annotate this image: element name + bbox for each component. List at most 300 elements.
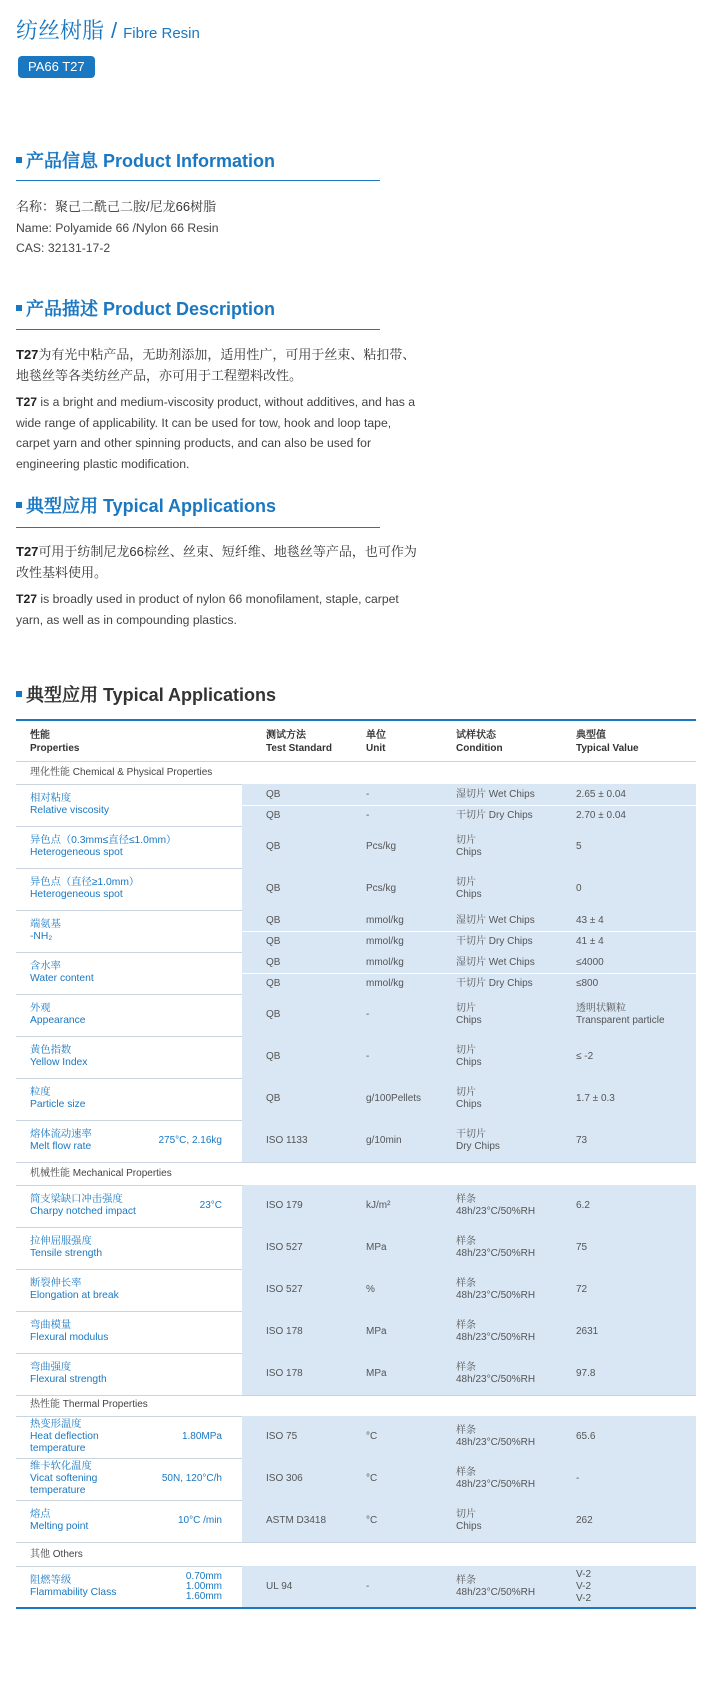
page-title-cn: 纺丝树脂 xyxy=(16,18,105,43)
value-subrow xyxy=(242,1078,696,1120)
typical-value-line: 72 xyxy=(576,1284,588,1295)
property-test-condition xyxy=(186,1572,222,1602)
sample-condition xyxy=(456,1194,535,1218)
unit xyxy=(366,915,404,927)
typical-value xyxy=(576,841,582,853)
property-name xyxy=(30,1129,92,1153)
test-standard-line: ISO 75 xyxy=(266,1431,298,1442)
test-standard xyxy=(266,957,280,969)
sample-condition-line: 样条 xyxy=(456,1320,476,1331)
typical-value-line: V-2 xyxy=(576,1580,592,1592)
property-name xyxy=(30,1087,86,1111)
property-name-cn: 端氨基 xyxy=(30,919,61,930)
unit-line: - xyxy=(366,809,370,821)
sample-condition-line: Chips xyxy=(456,1057,482,1068)
table-header xyxy=(16,721,696,762)
value-subrow xyxy=(242,784,696,805)
unit xyxy=(366,1368,387,1380)
unit-line: mmol/kg xyxy=(366,977,404,989)
property-name-cn: 拉伸屈服强度 xyxy=(30,1236,92,1247)
test-standard-line: ISO 527 xyxy=(266,1242,303,1253)
unit-line: °C xyxy=(366,1431,378,1442)
property-name-cn: 弯曲模量 xyxy=(30,1320,72,1331)
property-name-cn: 断裂伸长率 xyxy=(30,1278,82,1289)
name-en: Name: Polyamide 66 /Nylon 66 Resin xyxy=(16,221,219,235)
typical-value xyxy=(576,936,604,948)
test-standard xyxy=(266,1368,303,1380)
test-condition-line: 10°C /min xyxy=(177,1515,222,1526)
property-name-cn: 热变形温度 xyxy=(30,1419,82,1430)
sample-condition xyxy=(456,978,533,990)
table-row xyxy=(16,1227,696,1270)
test-standard xyxy=(266,1431,297,1443)
property-name xyxy=(30,1320,108,1344)
table-row xyxy=(16,1185,696,1228)
value-subrow xyxy=(242,994,696,1036)
table-row xyxy=(16,1353,696,1396)
typical-value-line: 73 xyxy=(576,1135,588,1146)
unit xyxy=(366,810,369,822)
unit xyxy=(366,1581,369,1593)
test-standard-line: QB xyxy=(266,788,281,800)
value-subrow xyxy=(242,1416,696,1458)
typical-value-line: 97.8 xyxy=(576,1368,596,1379)
table-group-heading xyxy=(16,1544,696,1567)
sample-condition xyxy=(456,1278,535,1302)
unit-line: MPa xyxy=(366,1368,387,1379)
typical-value xyxy=(576,1284,587,1296)
value-subrow xyxy=(242,826,696,868)
sample-condition-line: 样条 xyxy=(456,1467,476,1478)
typical-value xyxy=(576,1473,579,1485)
unit-line: mmol/kg xyxy=(366,956,404,968)
unit-line: - xyxy=(366,1580,370,1592)
test-standard-line: QB xyxy=(266,914,281,926)
table-row xyxy=(16,1036,696,1079)
sample-condition xyxy=(456,1362,535,1386)
value-subrow xyxy=(242,931,696,952)
section-title-text: 产品描述 Product Description xyxy=(26,299,276,319)
section-title-info xyxy=(16,147,275,173)
property-name-en: Melt flow rate xyxy=(30,1141,92,1152)
section-bullet-icon xyxy=(16,157,22,163)
property-name-en: Flammability Class xyxy=(30,1586,117,1598)
sample-condition-line: 湿切片 Wet Chips xyxy=(456,788,535,800)
table-group-heading xyxy=(16,1163,696,1186)
value-subrow xyxy=(242,1353,696,1395)
test-standard-line: ISO 1133 xyxy=(266,1135,308,1146)
sample-condition xyxy=(456,1575,535,1599)
section-bullet-icon xyxy=(16,305,22,311)
product-code: T27 xyxy=(16,395,38,409)
table-group-heading xyxy=(16,762,696,785)
property-name-cn: 维卡软化温度 xyxy=(30,1461,92,1472)
property-name-cn: 相对粘度 xyxy=(30,793,72,804)
sample-condition-line: 48h/23°C/50%RH xyxy=(456,1437,536,1448)
title-separator: / xyxy=(111,18,118,43)
test-condition-line: 1.60mm xyxy=(185,1590,222,1602)
property-name-en: Heterogeneous spot xyxy=(30,889,123,900)
value-subrow xyxy=(242,1269,696,1311)
section-divider xyxy=(16,329,380,330)
unit xyxy=(366,1009,369,1021)
test-standard xyxy=(266,978,280,990)
table-row xyxy=(16,784,696,827)
property-name xyxy=(30,1003,86,1027)
test-condition-line: 1.80MPa xyxy=(181,1431,222,1442)
property-name-en: Tensile strength xyxy=(30,1248,103,1259)
table-row xyxy=(16,1120,696,1163)
header-test-standard: 测试方法 Test Standard xyxy=(266,730,332,754)
property-name-cn: 熔点 xyxy=(30,1509,51,1520)
typical-value-line: 6.2 xyxy=(576,1200,590,1211)
property-name-cn: 简支梁缺口冲击强度 xyxy=(30,1194,123,1205)
property-name-en: temperature xyxy=(30,1485,86,1496)
table-row xyxy=(16,1269,696,1312)
unit xyxy=(366,1200,390,1212)
sample-condition-line: 48h/23°C/50%RH xyxy=(456,1374,536,1385)
unit-line: - xyxy=(366,1051,370,1062)
header-properties: 性能 Properties xyxy=(30,730,80,754)
property-test-condition xyxy=(162,1474,222,1484)
typical-value-line: ≤4000 xyxy=(576,956,604,968)
typical-value-line: 5 xyxy=(576,841,582,852)
sample-condition xyxy=(456,1467,535,1491)
value-subrow xyxy=(242,805,696,826)
property-name xyxy=(30,1236,102,1260)
unit-line: mmol/kg xyxy=(366,935,404,947)
unit xyxy=(366,1515,377,1527)
sample-condition xyxy=(456,1003,482,1027)
test-standard xyxy=(266,1515,326,1527)
test-standard xyxy=(266,936,280,948)
value-subrow xyxy=(242,910,696,931)
unit xyxy=(366,936,404,948)
property-name-en: Heat deflection xyxy=(30,1431,99,1442)
property-test-condition xyxy=(159,1136,223,1146)
test-standard-line: QB xyxy=(266,1009,281,1020)
test-standard-line: UL 94 xyxy=(266,1580,293,1592)
sample-condition-line: Chips xyxy=(456,847,482,858)
test-standard-line: ISO 527 xyxy=(266,1284,303,1295)
test-standard xyxy=(266,810,280,822)
page-title-en: Fibre Resin xyxy=(123,25,200,42)
property-name xyxy=(30,793,109,817)
applications-en-text: is broadly used in product of nylon 66 monofilament, staple, carpet yarn, as well as in compounding plastics. xyxy=(16,592,399,627)
value-subrow xyxy=(242,1185,696,1227)
table-row xyxy=(16,1458,696,1501)
header-typical-value: 典型值 Typical Value xyxy=(576,730,639,754)
table-row xyxy=(16,1311,696,1354)
typical-value xyxy=(576,915,604,927)
unit-line: mmol/kg xyxy=(366,914,404,926)
typical-value xyxy=(576,978,598,990)
unit-line: °C xyxy=(366,1515,378,1526)
sample-condition-line: Chips xyxy=(456,889,482,900)
value-subrow xyxy=(242,1311,696,1353)
property-name-en: -NH₂ xyxy=(30,931,53,942)
unit-line: Pcs/kg xyxy=(366,841,397,852)
sample-condition xyxy=(456,915,535,927)
sample-condition-line: 切片 xyxy=(456,877,476,888)
applications-cn xyxy=(16,541,426,583)
typical-value-line: 41 ± 4 xyxy=(576,935,604,947)
subrow-divider xyxy=(242,805,696,806)
section-divider xyxy=(16,180,380,181)
property-test-condition xyxy=(200,1201,222,1211)
sample-condition-line: 样条 xyxy=(456,1425,476,1436)
typical-value-line: 75 xyxy=(576,1242,588,1253)
property-name xyxy=(30,919,61,943)
sample-condition-line: 样条 xyxy=(456,1194,476,1205)
value-subrow xyxy=(242,868,696,910)
group-label: 理化性能 Chemical & Physical Properties xyxy=(30,767,213,778)
test-standard xyxy=(266,915,280,927)
unit xyxy=(366,883,396,895)
group-label: 其他 Others xyxy=(30,1549,83,1560)
sample-condition-line: 48h/23°C/50%RH xyxy=(456,1248,536,1259)
unit xyxy=(366,1093,421,1105)
sample-condition-line: 样条 xyxy=(456,1278,476,1289)
test-standard xyxy=(266,1009,280,1021)
sample-condition xyxy=(456,1045,482,1069)
typical-value xyxy=(576,1200,590,1212)
applications-en xyxy=(16,589,426,630)
typical-value-line: ≤ -2 xyxy=(576,1051,594,1062)
unit xyxy=(366,1473,377,1485)
property-name-cn: 外观 xyxy=(30,1003,51,1014)
property-name-cn: 黄色指数 xyxy=(30,1045,72,1056)
test-standard-line: QB xyxy=(266,977,281,989)
header-unit: 单位 Unit xyxy=(366,730,386,754)
sample-condition xyxy=(456,1087,482,1111)
sample-condition-line: 样条 xyxy=(456,1574,476,1586)
name-cn: 名称：聚己二酰己二胺/尼龙66树脂 xyxy=(16,199,217,214)
page-header xyxy=(16,14,200,50)
sample-condition-line: 湿切片 Wet Chips xyxy=(456,956,535,968)
table-row xyxy=(16,1566,696,1608)
property-name-en: Yellow Index xyxy=(30,1057,88,1068)
sample-condition-line: 样条 xyxy=(456,1362,476,1373)
unit-line: °C xyxy=(366,1473,378,1484)
section-title-applications xyxy=(16,492,276,518)
description-en-text: is a bright and medium-viscosity product, without additives, and has a wide range of applicability. It can be used for tow, hook and loop tape, carpet yarn and other spinning products, and can also be used for engineering plastic modification. xyxy=(16,395,416,471)
sample-condition xyxy=(456,1425,535,1449)
property-name-en: Particle size xyxy=(30,1099,86,1110)
unit-line: g/100Pellets xyxy=(366,1093,422,1104)
property-name-en: Heterogeneous spot xyxy=(30,847,123,858)
sample-condition xyxy=(456,789,535,801)
typical-value xyxy=(576,1242,587,1254)
unit xyxy=(366,1431,377,1443)
sample-condition xyxy=(456,835,482,859)
typical-value-line: 0 xyxy=(576,883,582,894)
unit-line: MPa xyxy=(366,1326,387,1337)
sample-condition xyxy=(456,1236,535,1260)
table-bottom-rule xyxy=(16,1607,696,1609)
applications-cn-text: 可用于纺制尼龙66棕丝、丝束、短纤维、地毯丝等产品，也可作为改性基料使用。 xyxy=(16,544,417,580)
typical-value-line: 2631 xyxy=(576,1326,599,1337)
property-name-cn: 异色点（0.3mm≤直径≤1.0mm） xyxy=(30,835,177,846)
value-subrow xyxy=(242,1120,696,1162)
sample-condition xyxy=(456,877,482,901)
sample-condition xyxy=(456,957,535,969)
sample-condition-line: 48h/23°C/50%RH xyxy=(456,1332,536,1343)
group-label: 机械性能 Mechanical Properties xyxy=(30,1168,172,1179)
table-row xyxy=(16,1416,696,1459)
property-name-en: Vicat softening xyxy=(30,1473,98,1484)
typical-value xyxy=(576,883,582,895)
unit-line: Pcs/kg xyxy=(366,883,397,894)
product-code: T27 xyxy=(16,544,39,559)
header-condition: 试样状态 Condition xyxy=(456,730,503,754)
sample-condition-line: 干切片 Dry Chips xyxy=(456,977,533,989)
test-standard xyxy=(266,1051,280,1063)
section-title-description xyxy=(16,295,275,321)
typical-value-line: ≤800 xyxy=(576,977,599,989)
test-standard xyxy=(266,1200,303,1212)
sample-condition-line: 48h/23°C/50%RH xyxy=(456,1479,536,1490)
property-name-en: Flexural strength xyxy=(30,1374,107,1385)
sample-condition-line: Dry Chips xyxy=(456,1141,500,1152)
test-standard-line: ISO 178 xyxy=(266,1368,303,1379)
sample-condition-line: 48h/23°C/50%RH xyxy=(456,1586,536,1598)
test-condition-line: 50N, 120°C/h xyxy=(161,1473,222,1484)
unit xyxy=(366,957,404,969)
typical-value xyxy=(576,1051,593,1063)
typical-value-line: 1.7 ± 0.3 xyxy=(576,1093,615,1104)
sample-condition-line: 切片 xyxy=(456,1087,476,1098)
property-name-cn: 熔体流动速率 xyxy=(30,1129,92,1140)
value-subrow xyxy=(242,1458,696,1500)
value-subrow xyxy=(242,973,696,994)
section-bullet-icon xyxy=(16,502,22,508)
typical-value-line: 43 ± 4 xyxy=(576,914,604,926)
unit xyxy=(366,1242,387,1254)
typical-value-line: 262 xyxy=(576,1515,593,1526)
sample-condition-line: 切片 xyxy=(456,1003,476,1014)
test-standard xyxy=(266,1093,280,1105)
test-standard xyxy=(266,1242,303,1254)
product-code: T27 xyxy=(16,592,38,606)
property-name xyxy=(30,835,176,859)
table-group-heading xyxy=(16,1394,696,1417)
test-standard xyxy=(266,789,280,801)
test-standard xyxy=(266,1581,292,1593)
description-cn xyxy=(16,344,426,386)
property-name-cn: 阻燃等级 xyxy=(30,1574,72,1586)
typical-value xyxy=(576,1003,665,1027)
unit-line: - xyxy=(366,788,370,800)
property-test-condition xyxy=(182,1432,222,1442)
value-subrow xyxy=(242,1500,696,1542)
table-row xyxy=(16,994,696,1037)
sample-condition xyxy=(456,1509,482,1533)
typical-value-line: V-2 xyxy=(576,1592,592,1604)
subrow-divider xyxy=(242,931,696,932)
typical-value-line: 2.65 ± 0.04 xyxy=(576,788,626,800)
property-name-cn: 含水率 xyxy=(30,961,61,972)
typical-value xyxy=(576,1326,598,1338)
value-subrow xyxy=(242,952,696,973)
value-subrow xyxy=(242,1566,696,1607)
test-standard xyxy=(266,1326,303,1338)
property-test-condition xyxy=(178,1516,222,1526)
property-name-cn: 弯曲强度 xyxy=(30,1362,72,1373)
table-row xyxy=(16,826,696,869)
unit-line: kJ/m² xyxy=(366,1200,391,1211)
unit xyxy=(366,789,369,801)
section-divider xyxy=(16,527,380,528)
unit xyxy=(366,1326,387,1338)
property-name-en: Melting point xyxy=(30,1521,89,1532)
test-standard-line: QB xyxy=(266,841,281,852)
value-subrow xyxy=(242,1227,696,1269)
unit xyxy=(366,841,396,853)
unit-line: - xyxy=(366,1009,370,1020)
sample-condition-line: 干切片 Dry Chips xyxy=(456,809,533,821)
typical-value xyxy=(576,1515,593,1527)
product-badge: PA66 T27 xyxy=(18,56,95,78)
typical-value xyxy=(576,1569,591,1605)
property-name xyxy=(30,1509,88,1533)
sample-condition-line: 切片 xyxy=(456,835,476,846)
table-row xyxy=(16,952,696,995)
typical-value-line: V-2 xyxy=(576,1568,592,1580)
typical-value xyxy=(576,1368,595,1380)
test-standard-line: QB xyxy=(266,1051,281,1062)
property-name-en: temperature xyxy=(30,1443,86,1454)
test-standard xyxy=(266,841,280,853)
unit xyxy=(366,1051,369,1063)
test-condition-line: 23°C xyxy=(199,1200,222,1211)
property-name xyxy=(30,1362,107,1386)
test-standard-line: QB xyxy=(266,956,281,968)
typical-value xyxy=(576,1093,615,1105)
property-name-en: Appearance xyxy=(30,1015,86,1026)
table-row xyxy=(16,868,696,911)
property-name xyxy=(30,1194,136,1218)
test-standard xyxy=(266,1135,308,1147)
property-name xyxy=(30,1575,116,1599)
sample-condition-line: Chips xyxy=(456,1521,482,1532)
subrow-divider xyxy=(242,973,696,974)
unit xyxy=(366,978,404,990)
sample-condition-line: 48h/23°C/50%RH xyxy=(456,1290,536,1301)
property-name-en: Flexural modulus xyxy=(30,1332,109,1343)
test-standard xyxy=(266,1284,303,1296)
description-en xyxy=(16,392,426,474)
test-condition-line: 1.00mm xyxy=(185,1580,222,1592)
sample-condition-line: 干切片 xyxy=(456,1129,486,1140)
test-standard-line: ISO 306 xyxy=(266,1473,303,1484)
property-name xyxy=(30,1045,87,1069)
test-standard-line: QB xyxy=(266,809,281,821)
sample-condition-line: Chips xyxy=(456,1099,482,1110)
typical-value xyxy=(576,957,604,969)
unit xyxy=(366,1284,375,1296)
section-title-table xyxy=(16,681,276,707)
property-name-cn: 异色点（直径≥1.0mm） xyxy=(30,877,140,888)
value-subrow xyxy=(242,1036,696,1078)
unit-line: % xyxy=(366,1284,375,1295)
test-standard xyxy=(266,883,280,895)
section-title-text: 产品信息 Product Information xyxy=(26,151,275,171)
typical-value-line: 透明状颗粒 xyxy=(576,1003,626,1014)
test-standard-line: QB xyxy=(266,935,281,947)
typical-value xyxy=(576,789,626,801)
section-title-text: 典型应用 Typical Applications xyxy=(26,685,277,705)
